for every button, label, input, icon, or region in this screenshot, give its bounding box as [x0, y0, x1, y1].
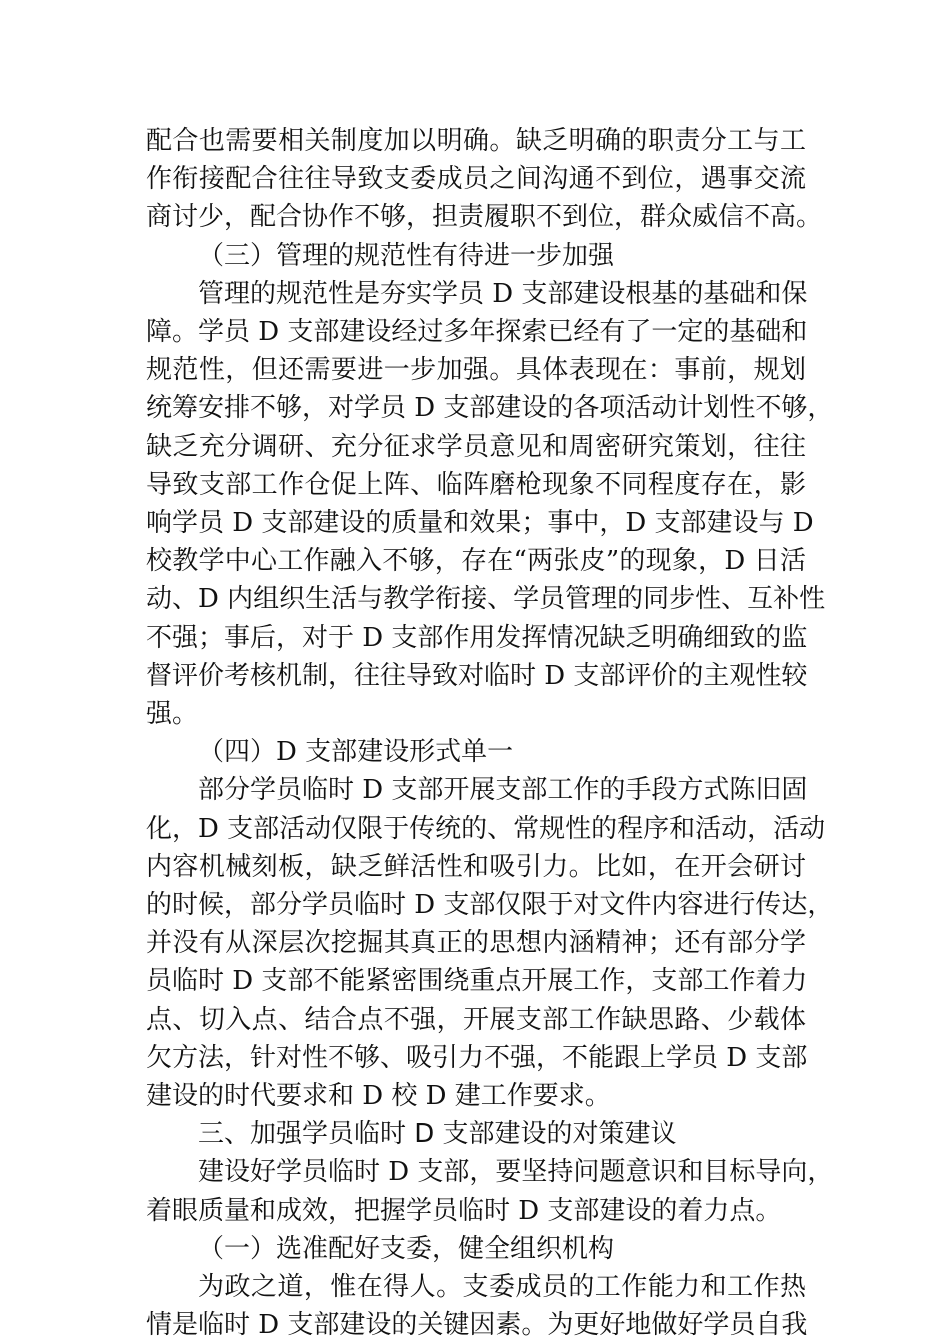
- paragraph-first-line: 管理的规范性是夯实学员 D 支部建设根基的基础和保: [198, 278, 808, 309]
- body-line: 作衔接配合往往导致支委成员之间沟通不到位，遇事交流: [146, 164, 806, 195]
- body-line: 欠方法，针对性不够、吸引力不强，不能跟上学员 D 支部: [146, 1042, 808, 1073]
- body-line: 导致支部工作仓促上阵、临阵磨枪现象不同程度存在，影: [146, 469, 806, 500]
- body-line: 障。学员 D 支部建设经过多年探索已经有了一定的基础和: [146, 317, 808, 347]
- body-line: 统筹安排不够，对学员 D 支部建设的各项活动计划性不够，: [146, 393, 834, 424]
- body-line: 内容机械刻板，缺乏鲜活性和吸引力。比如，在开会研讨: [146, 851, 806, 882]
- subheading: （四）D 支部建设形式单一: [198, 737, 514, 768]
- body-line: 着眼质量和成效，把握学员临时 D 支部建设的着力点。: [146, 1195, 782, 1226]
- body-line: 的时候，部分学员临时 D 支部仅限于对文件内容进行传达，: [146, 890, 834, 920]
- body-line: 规范性，但还需要进一步加强。具体表现在：事前，规划: [146, 355, 806, 386]
- body-line: 情是临时 D 支部建设的关键因素。为更好地做好学员自我: [146, 1310, 808, 1341]
- paragraph-first-line: 为政之道，惟在得人。支委成员的工作能力和工作热: [198, 1272, 806, 1302]
- body-line: 商讨少，配合协作不够，担责履职不到位，群众威信不高。: [146, 202, 823, 233]
- subheading: （三）管理的规范性有待进一步加强: [198, 240, 615, 271]
- body-line: 员临时 D 支部不能紧密围绕重点开展工作，支部工作着力: [146, 966, 808, 997]
- paragraph-first-line: 建设好学员临时 D 支部，要坚持问题意识和目标导向，: [198, 1157, 834, 1188]
- body-line: 动、D 内组织生活与教学衔接、学员管理的同步性、互补性: [146, 584, 826, 615]
- body-line: 配合也需要相关制度加以明确。缺乏明确的职责分工与工: [146, 126, 806, 156]
- body-line: 缺乏充分调研、充分征求学员意见和周密研究策划，往往: [146, 431, 806, 462]
- subheading: （一）选准配好支委，健全组织机构: [198, 1233, 615, 1264]
- body-line: 响学员 D 支部建设的质量和效果；事中，D 支部建设与 D: [146, 508, 814, 538]
- body-line: 不强；事后，对于 D 支部作用发挥情况缺乏明确细致的监: [146, 622, 808, 653]
- section-heading: 三、加强学员临时 D 支部建设的对策建议: [198, 1119, 677, 1150]
- body-line: 化，D 支部活动仅限于传统的、常规性的程序和活动，活动: [146, 813, 826, 844]
- body-line: 建设的时代要求和 D 校 D 建工作要求。: [146, 1081, 611, 1111]
- paragraph-first-line: 部分学员临时 D 支部开展支部工作的手段方式陈旧固: [198, 775, 808, 806]
- body-line: 点、切入点、结合点不强，开展支部工作缺思路、少载体: [146, 1004, 806, 1035]
- body-line: 校教学中心工作融入不够，存在“两张皮”的现象，D 日活: [146, 546, 806, 577]
- body-line: 强。: [146, 699, 199, 729]
- body-line: 并没有从深层次挖掘其真正的思想内涵精神；还有部分学: [146, 928, 806, 959]
- body-line: 督评价考核机制，往往导致对临时 D 支部评价的主观性较: [146, 660, 808, 691]
